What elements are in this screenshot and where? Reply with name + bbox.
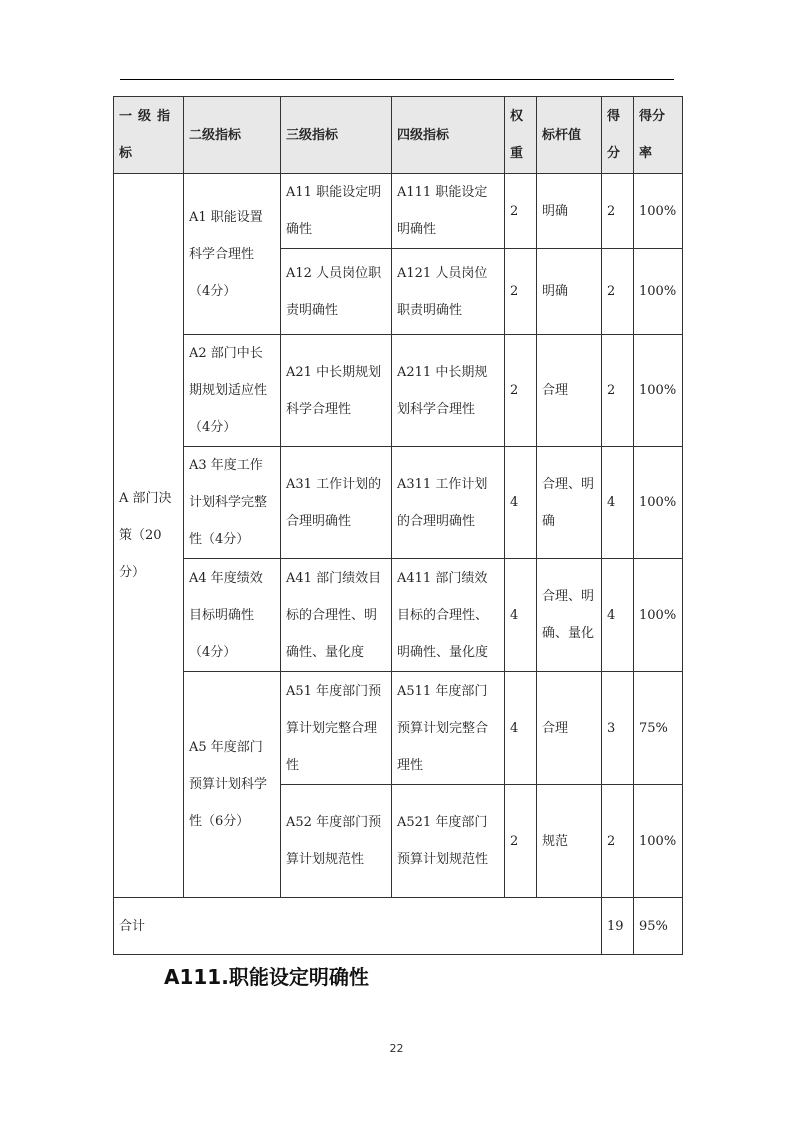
weight-cell: 2 (505, 335, 537, 447)
level3-cell: A51 年度部门预算计划完整合理性 (281, 672, 392, 785)
level2-cell: A1 职能设置科学合理性（4分） (184, 174, 281, 335)
benchmark-cell: 明确 (537, 249, 602, 335)
level2-cell: A4 年度绩效目标明确性（4分） (184, 559, 281, 672)
benchmark-cell: 合理、明确 (537, 447, 602, 559)
page-number: 22 (389, 1042, 404, 1055)
level2-cell: A2 部门中长期规划适应性（4分） (184, 335, 281, 447)
evaluation-table (113, 96, 683, 955)
score-cell: 2 (602, 785, 634, 898)
weight-cell: 4 (505, 447, 537, 559)
weight-cell: 4 (505, 672, 537, 785)
level4-cell: A111 职能设定明确性 (392, 174, 505, 249)
benchmark-cell: 合理、明确、量化 (537, 559, 602, 672)
level3-cell: A12 人员岗位职责明确性 (281, 249, 392, 335)
table-row (114, 447, 683, 559)
rate-cell: 100% (634, 559, 683, 672)
weight-cell: 4 (505, 559, 537, 672)
header-rate: 得分率 (634, 97, 683, 174)
header-level3: 三级指标 (281, 97, 392, 174)
level3-cell: A41 部门绩效目标的合理性、明确性、量化度 (281, 559, 392, 672)
header-rule (120, 79, 674, 80)
rate-cell: 100% (634, 174, 683, 249)
rate-cell: 75% (634, 672, 683, 785)
weight-cell: 2 (505, 785, 537, 898)
rate-cell: 100% (634, 785, 683, 898)
rate-cell: 100% (634, 335, 683, 447)
benchmark-cell: 合理 (537, 672, 602, 785)
level4-cell: A411 部门绩效目标的合理性、明确性、量化度 (392, 559, 505, 672)
header-level4: 四级指标 (392, 97, 505, 174)
section-heading: A111.职能设定明确性 (164, 965, 369, 989)
header-level1: 一级指标 (114, 97, 184, 174)
benchmark-cell: 明确 (537, 174, 602, 249)
level3-cell: A11 职能设定明确性 (281, 174, 392, 249)
level2-cell: A3 年度工作计划科学完整性（4分） (184, 447, 281, 559)
total-score: 19 (602, 898, 634, 955)
level4-cell: A311 工作计划的合理明确性 (392, 447, 505, 559)
level4-cell: A511 年度部门预算计划完整合理性 (392, 672, 505, 785)
header-benchmark: 标杆值 (537, 97, 602, 174)
level3-cell: A31 工作计划的合理明确性 (281, 447, 392, 559)
level3-cell: A21 中长期规划科学合理性 (281, 335, 392, 447)
rate-cell: 100% (634, 447, 683, 559)
level4-cell: A521 年度部门预算计划规范性 (392, 785, 505, 898)
total-label: 合计 (114, 898, 602, 955)
table-row (114, 559, 683, 672)
score-cell: 2 (602, 174, 634, 249)
table-header-row (114, 97, 683, 174)
level4-cell: A121 人员岗位职责明确性 (392, 249, 505, 335)
benchmark-cell: 规范 (537, 785, 602, 898)
score-cell: 4 (602, 559, 634, 672)
level4-cell: A211 中长期规划科学合理性 (392, 335, 505, 447)
benchmark-cell: 合理 (537, 335, 602, 447)
weight-cell: 2 (505, 249, 537, 335)
rate-cell: 100% (634, 249, 683, 335)
score-cell: 4 (602, 447, 634, 559)
score-cell: 2 (602, 335, 634, 447)
score-cell: 3 (602, 672, 634, 785)
header-score: 得分 (602, 97, 634, 174)
weight-cell: 2 (505, 174, 537, 249)
table-row (114, 672, 683, 785)
level3-cell: A52 年度部门预算计划规范性 (281, 785, 392, 898)
total-row (114, 898, 683, 955)
table-row (114, 174, 683, 249)
level2-cell: A5 年度部门预算计划科学性（6分） (184, 672, 281, 898)
header-level2: 二级指标 (184, 97, 281, 174)
table-row (114, 335, 683, 447)
total-rate: 95% (634, 898, 683, 955)
score-cell: 2 (602, 249, 634, 335)
level1-cell: A 部门决策（20分） (114, 174, 184, 898)
header-weight: 权重 (505, 97, 537, 174)
